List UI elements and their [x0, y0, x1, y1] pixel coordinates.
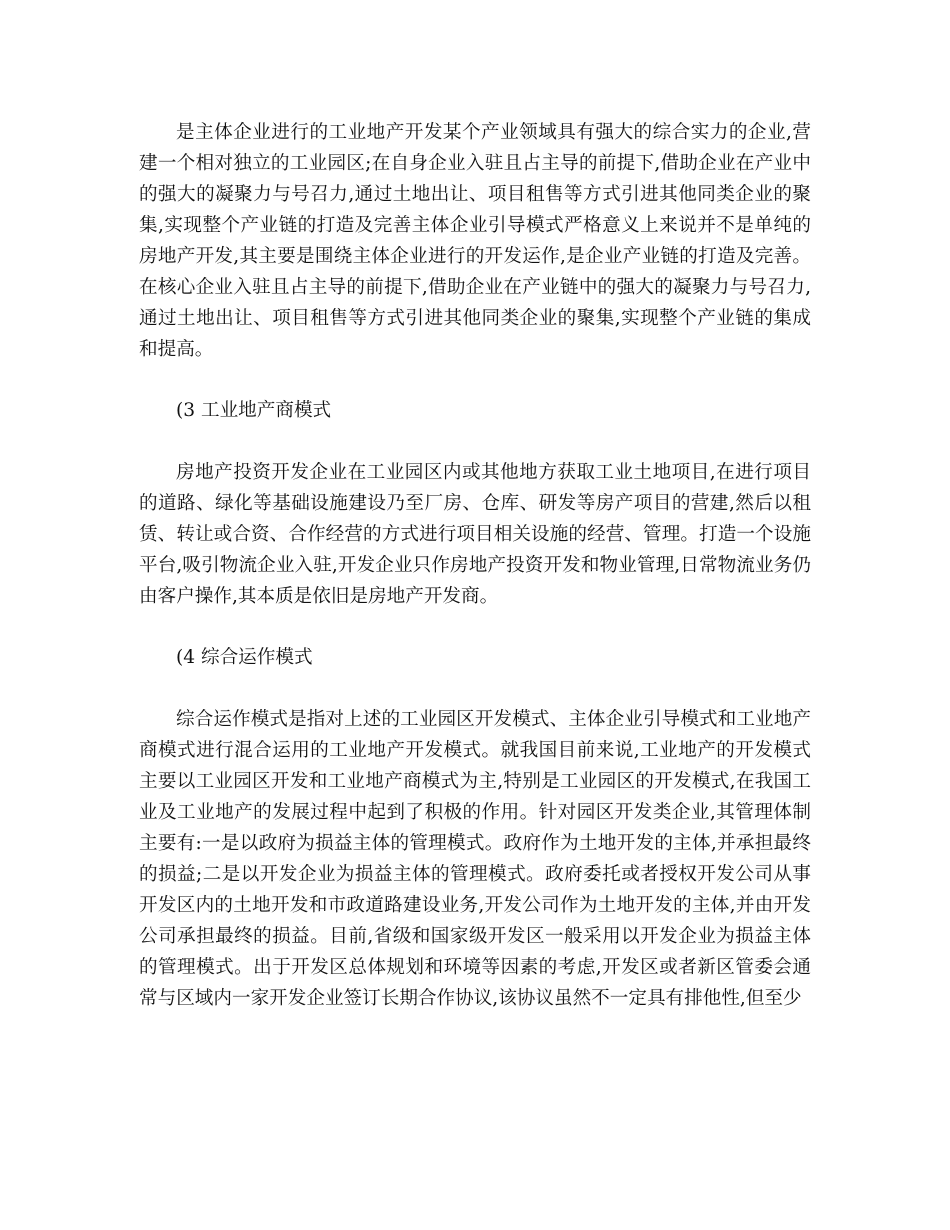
heading-comprehensive-operation-model: (4 综合运作模式 — [176, 647, 313, 668]
document-page — [139, 117, 811, 1014]
paragraph-industrial-developer-model: 房地产投资开发企业在工业园区内或其他地方获取工业土地项目,在进行项目的道路、绿化等基础设施建设乃至厂房、仓库、研发等房产项目的营建,然后以租赁、转让或合资、合作经营的方式进行项目相关设施的经营、管理。打造一个设施平台,吸引物流企业入驻,开发企业只作房地产投资开发和物业管理,日常物流业务仍由客户操作,其本质是依旧是房地产开发商。 — [139, 462, 811, 607]
paragraph-main-enterprise-model: 是主体企业进行的工业地产开发某个产业领域具有强大的综合实力的企业,营建一个相对独立的工业园区;在自身企业入驻且占主导的前提下,借助企业在产业中的强大的凝聚力与号召力,通过土地出让、项目租售等方式引进其他同类企业的聚集,实现整个产业链的打造及完善主体企业引导模式严格意义上来说并不是单纯的房地产开发,其主要是围绕主体企业进行的开发运作,是企业产业链的打造及完善。在核心企业入驻且占主导的前提下,借助企业在产业链中的强大的凝聚力与号召力,通过土地出让、项目租售等方式引进其他同类企业的聚集,实现整个产业链的集成和提高。 — [139, 122, 811, 360]
heading-industrial-developer-model: (3 工业地产商模式 — [176, 400, 332, 421]
paragraph-comprehensive-operation-model: 综合运作模式是指对上述的工业园区开发模式、主体企业引导模式和工业地产商模式进行混合运用的工业地产开发模式。就我国目前来说,工业地产的开发模式主要以工业园区开发和工业地产商模式为主,特别是工业园区的开发模式,在我国工业及工业地产的发展过程中起到了积极的作用。针对园区开发类企业,其管理体制主要有:一是以政府为损益主体的管理模式。政府作为土地开发的主体,并承担最终的损益;二是以开发企业为损益主体的管理模式。政府委托或者授权开发公司从事开发区内的土地开发和市政道路建设业务,开发公司作为土地开发的主体,并由开发公司承担最终的损益。目前,省级和国家级开发区一般采用以开发企业为损益主体的管理模式。出于开发区总体规划和环境等因素的考虑,开发区或者新区管委会通常与区域内一家开发企业签订长期合作协议,该协议虽然不一定具有排他性,但至少 — [139, 709, 811, 1009]
